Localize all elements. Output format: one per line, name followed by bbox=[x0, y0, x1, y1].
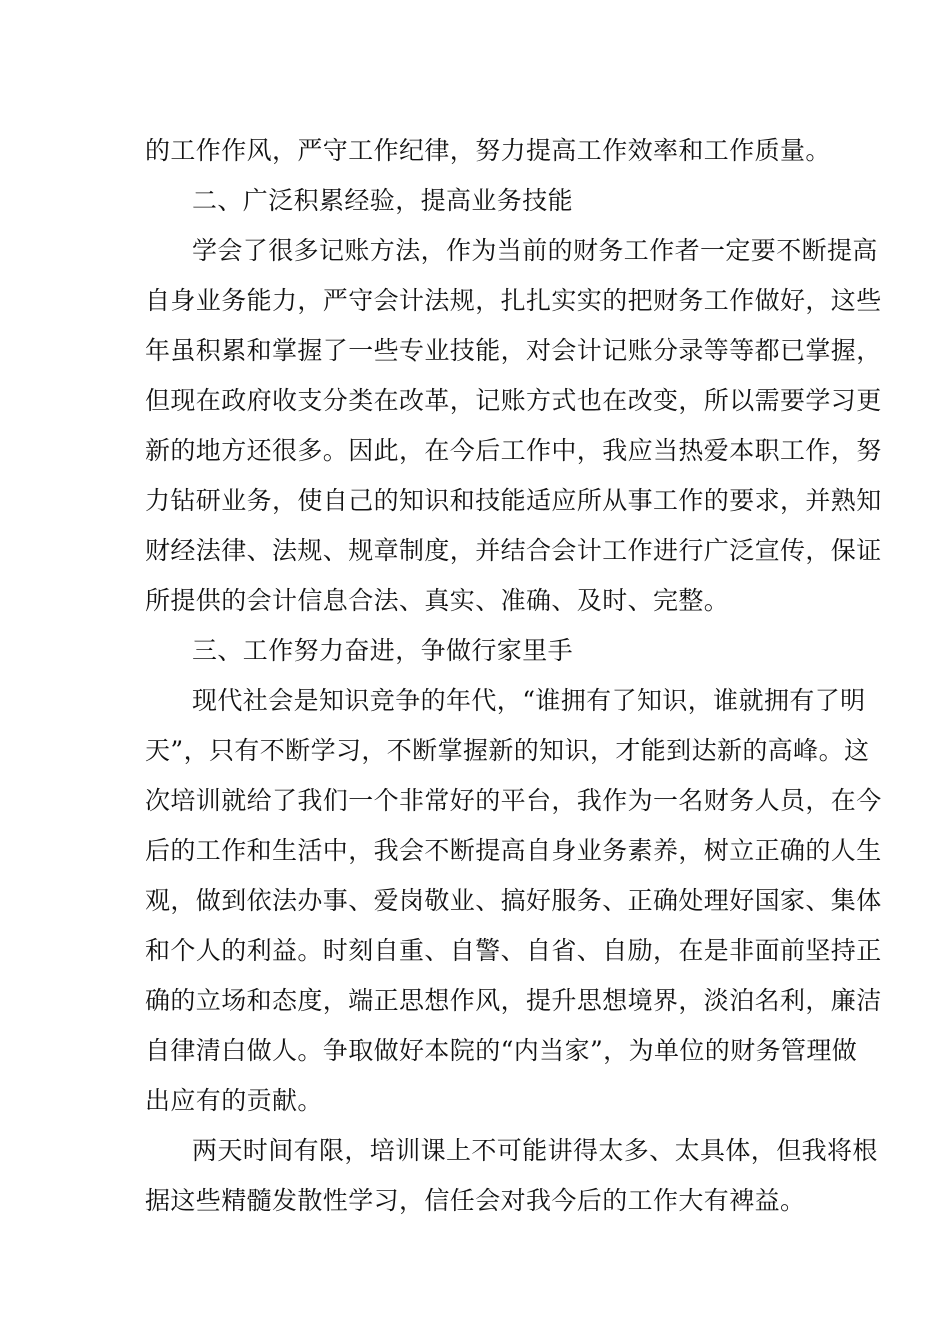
paragraph-line: 力钻研业务，使自己的知识和技能适应所从事工作的要求，并熟知 bbox=[145, 486, 882, 515]
paragraph-line: 天”，只有不断学习，不断掌握新的知识，才能到达新的高峰。这 bbox=[145, 736, 870, 765]
paragraph-line: 学会了很多记账方法，作为当前的财务工作者一定要不断提高 bbox=[192, 236, 878, 265]
paragraph-line: 现代社会是知识竞争的年代，“谁拥有了知识，谁就拥有了明 bbox=[192, 686, 866, 715]
paragraph-line: 观，做到依法办事、爱岗敬业、搞好服务、正确处理好国家、集体 bbox=[145, 886, 882, 915]
paragraph-line: 财经法律、法规、规章制度，并结合会计工作进行广泛宣传，保证 bbox=[145, 536, 882, 565]
paragraph-line: 所提供的会计信息合法、真实、准确、及时、完整。 bbox=[145, 586, 730, 615]
paragraph-line: 的工作作风，严守工作纪律，努力提高工作效率和工作质量。 bbox=[145, 136, 831, 165]
paragraph-line: 和个人的利益。时刻自重、自警、自省、自励，在是非面前坚持正 bbox=[145, 936, 882, 965]
paragraph-line: 次培训就给了我们一个非常好的平台，我作为一名财务人员，在今 bbox=[145, 786, 882, 815]
section-heading: 二、广泛积累经验，提高业务技能 bbox=[192, 186, 574, 215]
paragraph-line: 但现在政府收支分类在改革，记账方式也在改变，所以需要学习更 bbox=[145, 386, 882, 415]
paragraph-line: 新的地方还很多。因此，在今后工作中，我应当热爱本职工作，努 bbox=[145, 436, 882, 465]
paragraph-line: 出应有的贡献。 bbox=[145, 1086, 323, 1115]
section-heading: 三、工作努力奋进，争做行家里手 bbox=[192, 636, 574, 665]
paragraph-line: 据这些精髓发散性学习，信任会对我今后的工作大有裨益。 bbox=[145, 1186, 806, 1215]
paragraph-line: 年虽积累和掌握了一些专业技能，对会计记账分录等等都已掌握， bbox=[145, 336, 882, 365]
paragraph-line: 确的立场和态度，端正思想作风，提升思想境界，淡泊名利，廉洁 bbox=[145, 986, 882, 1015]
paragraph-line: 自律清白做人。争取做好本院的“内当家”，为单位的财务管理做 bbox=[145, 1036, 858, 1065]
paragraph-line: 两天时间有限，培训课上不可能讲得太多、太具体，但我将根 bbox=[192, 1136, 878, 1165]
paragraph-line: 后的工作和生活中，我会不断提高自身业务素养，树立正确的人生 bbox=[145, 836, 882, 865]
paragraph-line: 自身业务能力，严守会计法规，扎扎实实的把财务工作做好，这些 bbox=[145, 286, 882, 315]
